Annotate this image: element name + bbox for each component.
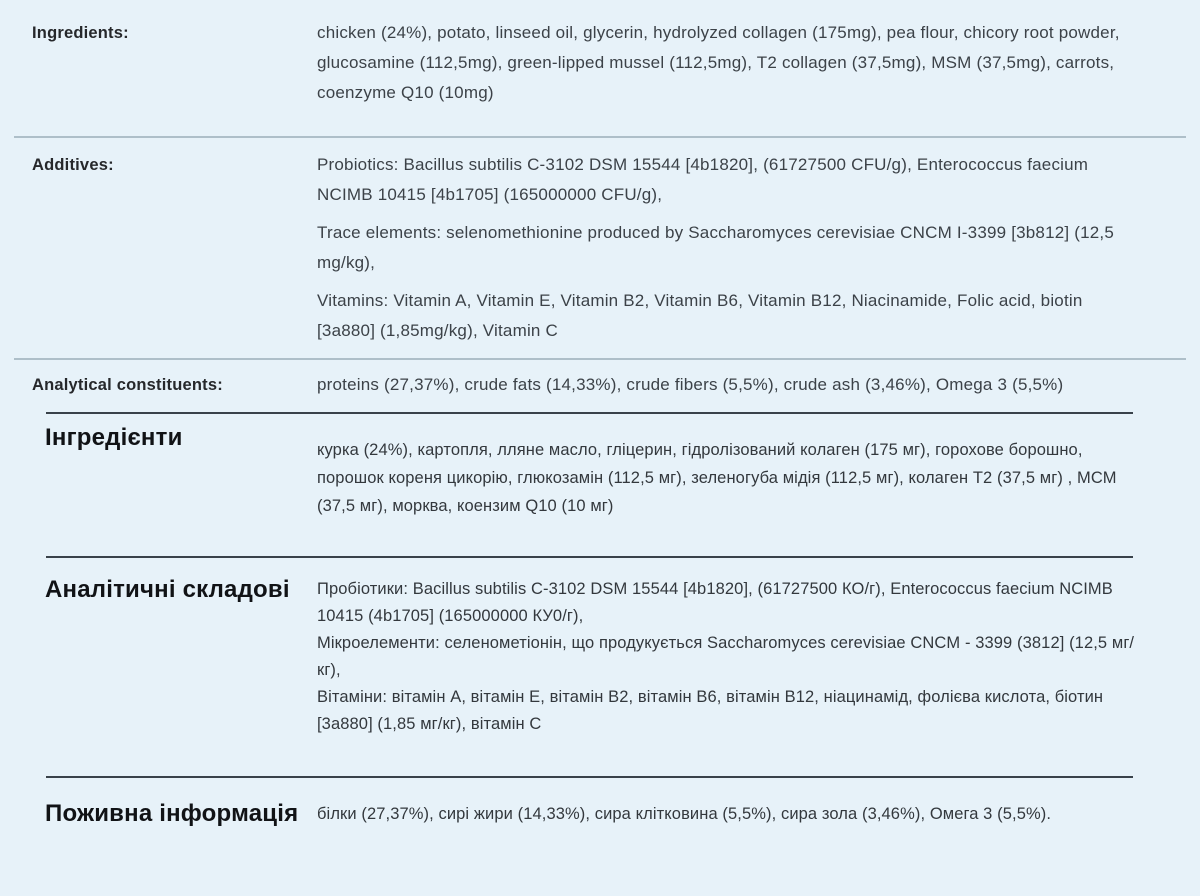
section-text-ingredients-ua xyxy=(317,424,1145,520)
section-text-ingredients-en xyxy=(317,18,1145,108)
section-text-nutrition-ua xyxy=(317,800,1145,828)
analytical-ua-trace-elements: Мікроелементи: селенометіонін, що продукується Saccharomyces cerevisiae CNCM - 3399 (3812] (12,5 мг/кг), xyxy=(317,634,1135,679)
section-analytical-ua xyxy=(0,576,1200,738)
section-label-ingredients-ua: Інгредієнти xyxy=(45,424,183,451)
section-label-col-analytical-ua xyxy=(45,576,317,604)
section-label-ingredients-en: Ingredients: xyxy=(32,24,129,42)
divider-dark-2 xyxy=(46,556,1133,558)
ingredients-en-paragraph: chicken (24%), potato, linseed oil, glycerin, hydrolyzed collagen (175mg), pea flour, chicory root powder, glucosamine (112,5mg), green-lipped mussel (112,5mg), T2 collagen (37,5mg), MSM (37,5mg), carrots, coenzyme Q10 (10mg) xyxy=(317,23,1120,102)
section-ingredients-en xyxy=(0,0,1200,108)
nutrition-ua-paragraph: білки (27,37%), сирі жири (14,33%), сира клітковина (5,5%), сира зола (3,46%), Омега 3 (5,5%). xyxy=(317,805,1052,823)
analytical-ua-vitamins: Вітаміни: вітамін А, вітамін Е, вітамін В2, вітамін В6, вітамін В12, ніацинамід, фолієва кислота, біотин [3а880] (1,85 мг/кг), вітамін С xyxy=(317,688,1104,733)
divider-light-1 xyxy=(14,136,1186,138)
divider-dark-1 xyxy=(46,412,1133,414)
section-nutrition-ua xyxy=(0,800,1200,828)
additives-en-trace-elements: Trace elements: selenomethionine produced by Saccharomyces cerevisiae CNCM I-3399 [3b812] (12,5 mg/kg), xyxy=(317,223,1114,272)
divider-dark-3 xyxy=(46,776,1133,778)
section-text-analytical-en xyxy=(317,370,1145,400)
section-additives-en xyxy=(0,150,1200,346)
section-label-col-nutrition-ua xyxy=(45,800,317,828)
section-label-additives-en: Additives: xyxy=(32,156,114,174)
section-label-nutrition-ua: Поживна інформація xyxy=(45,800,299,827)
additives-en-probiotics: Probiotics: Bacillus subtilis C-3102 DSM 15544 [4b1820], (61727500 CFU/g), Enterococcus faecium NCIMB 10415 [4b1705] (165000000 CFU/g), xyxy=(317,155,1089,204)
section-analytical-en xyxy=(0,370,1200,400)
section-text-additives-en xyxy=(317,150,1145,346)
divider-light-2 xyxy=(14,358,1186,360)
section-label-col-ingredients-ua xyxy=(45,424,317,452)
analytical-en-paragraph: proteins (27,37%), crude fats (14,33%), crude fibers (5,5%), crude ash (3,46%), Omega 3 (5,5%) xyxy=(317,375,1064,394)
section-label-analytical-en: Analytical constituents: xyxy=(32,376,223,394)
additives-en-vitamins: Vitamins: Vitamin A, Vitamin E, Vitamin B2, Vitamin B6, Vitamin B12, Niacinamide, Folic acid, biotin [3a880] (1,85mg/kg), Vitamin C xyxy=(317,291,1083,340)
section-text-analytical-ua xyxy=(317,576,1145,738)
ingredients-ua-paragraph: курка (24%), картопля, лляне масло, гліцерин, гідролізований колаген (175 мг), горохове борошно, порошок кореня цикорію, глюкозамін (112,5 мг), зеленогуба мідія (112,5 мг), колаген Т2 (37,5 мг) , МСМ (37,5 мг), морква, коензим Q10 (10 мг) xyxy=(317,441,1117,515)
section-label-analytical-ua: Аналітичні складові xyxy=(45,576,290,603)
analytical-ua-probiotics: Пробіотики: Bacillus subtilis C-3102 DSM 15544 [4b1820], (61727500 КО/г), Enterococcus faecium NCIMB 10415 (4b1705] (165000000 КУ0/г), xyxy=(317,580,1113,625)
section-ingredients-ua xyxy=(0,424,1200,520)
